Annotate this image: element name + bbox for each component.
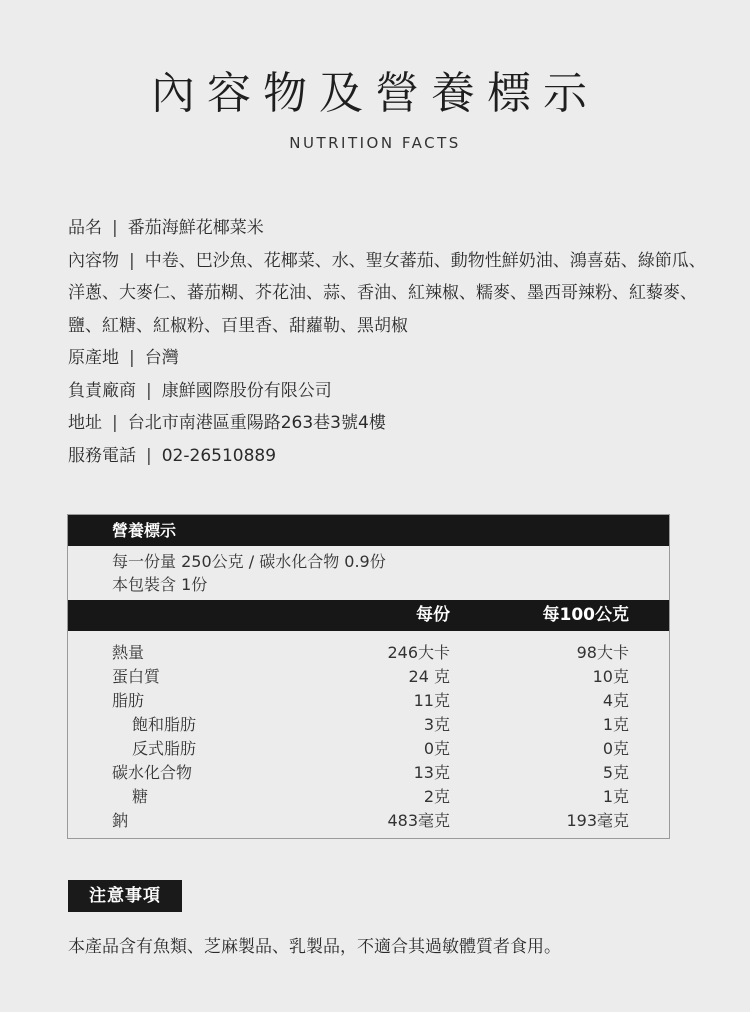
- nutrient-label: 糖: [132, 787, 149, 806]
- nutrient-label: 飽和脂肪: [132, 715, 197, 734]
- table-row: [68, 785, 669, 809]
- per-100g-value: 1克: [602, 715, 629, 734]
- info-label: 地址: [68, 413, 102, 433]
- info-row-ingredients: [68, 245, 718, 343]
- info-label: 內容物: [68, 250, 119, 271]
- per-100g-value: 0克: [602, 739, 629, 758]
- per-serving-value: 24 克: [408, 667, 450, 686]
- info-value: 台灣: [144, 348, 179, 368]
- table-row: [68, 689, 669, 713]
- info-row-origin: [68, 342, 718, 375]
- info-row-address: [68, 407, 718, 440]
- per-100g-value: 1克: [602, 787, 629, 806]
- per-serving-value: 11克: [413, 691, 450, 710]
- table-row: [68, 761, 669, 785]
- per-100g-value: 10克: [592, 667, 629, 686]
- info-label: 原產地: [68, 348, 119, 368]
- info-separator: |: [129, 250, 135, 271]
- per-serving-value: 13克: [413, 763, 450, 782]
- info-value: 中卷、巴沙魚、花椰菜、水、聖女蕃茄、動物性鮮奶油、鴻喜菇、綠節瓜、洋蔥、大麥仁、蕃茄糊、芥花油、蒜、香油、紅辣椒、糯麥、墨西哥辣粉、紅藜麥、鹽、紅糖、紅椒粉、百里香、甜蘿勒、黑胡椒: [68, 250, 706, 336]
- page-subtitle: NUTRITION FACTS: [289, 134, 461, 152]
- table-row: [68, 737, 669, 761]
- info-label: 負責廠商: [68, 380, 136, 401]
- per-serving-value: 246大卡: [387, 643, 450, 662]
- info-row-manufacturer: [68, 375, 718, 408]
- per-100g-value: 4克: [602, 691, 629, 710]
- table-row: [68, 641, 669, 665]
- info-row-phone: [68, 440, 718, 473]
- page-title: 內容物及營養標示: [151, 68, 599, 119]
- col-per-100g: 每100公克: [542, 605, 629, 625]
- nutrient-label: 熱量: [112, 643, 145, 662]
- serving-size: 每一份量 250公克 / 碳水化合物 0.9份: [112, 552, 386, 571]
- table-row: [68, 809, 669, 833]
- column-header: [68, 600, 669, 631]
- per-serving-value: 2克: [423, 787, 450, 806]
- col-per-serving: 每份: [416, 605, 450, 625]
- info-label: 服務電話: [68, 445, 136, 466]
- per-100g-value: 193毫克: [566, 811, 629, 830]
- nutrition-table: [67, 514, 670, 839]
- info-separator: |: [146, 380, 152, 401]
- notice-text: 本產品含有魚類、芝麻製品、乳製品，不適合其過敏體質者食用。: [68, 937, 561, 957]
- per-serving-value: 3克: [423, 715, 450, 734]
- nutrient-label: 鈉: [112, 811, 129, 830]
- table-row: [68, 665, 669, 689]
- info-row-name: [68, 212, 718, 245]
- info-value: 番茄海鮮花椰菜米: [127, 218, 264, 238]
- notice-tag: 注意事項: [68, 880, 182, 912]
- info-separator: |: [146, 445, 152, 466]
- info-separator: |: [112, 218, 118, 238]
- nutrition-heading: 營養標示: [68, 515, 669, 546]
- per-serving-value: 0克: [423, 739, 450, 758]
- info-value: 康鮮國際股份有限公司: [161, 380, 332, 401]
- nutrient-label: 蛋白質: [112, 667, 161, 686]
- servings-per-package: 本包裝含 1份: [112, 575, 208, 594]
- nutrient-label: 反式脂肪: [132, 739, 197, 758]
- serving-info: [68, 546, 669, 600]
- info-value: 02-26510889: [161, 445, 277, 466]
- nutrient-label: 脂肪: [112, 691, 145, 710]
- info-separator: |: [112, 413, 118, 433]
- per-serving-value: 483毫克: [387, 811, 450, 830]
- per-100g-value: 5克: [602, 763, 629, 782]
- nutrient-label: 碳水化合物: [112, 763, 193, 782]
- nutrition-rows: [68, 631, 669, 833]
- info-label: 品名: [68, 218, 102, 238]
- info-separator: |: [129, 348, 135, 368]
- table-row: [68, 713, 669, 737]
- product-info: [68, 212, 718, 472]
- per-100g-value: 98大卡: [576, 643, 629, 662]
- info-value: 台北市南港區重陽路263巷3號4樓: [127, 413, 386, 433]
